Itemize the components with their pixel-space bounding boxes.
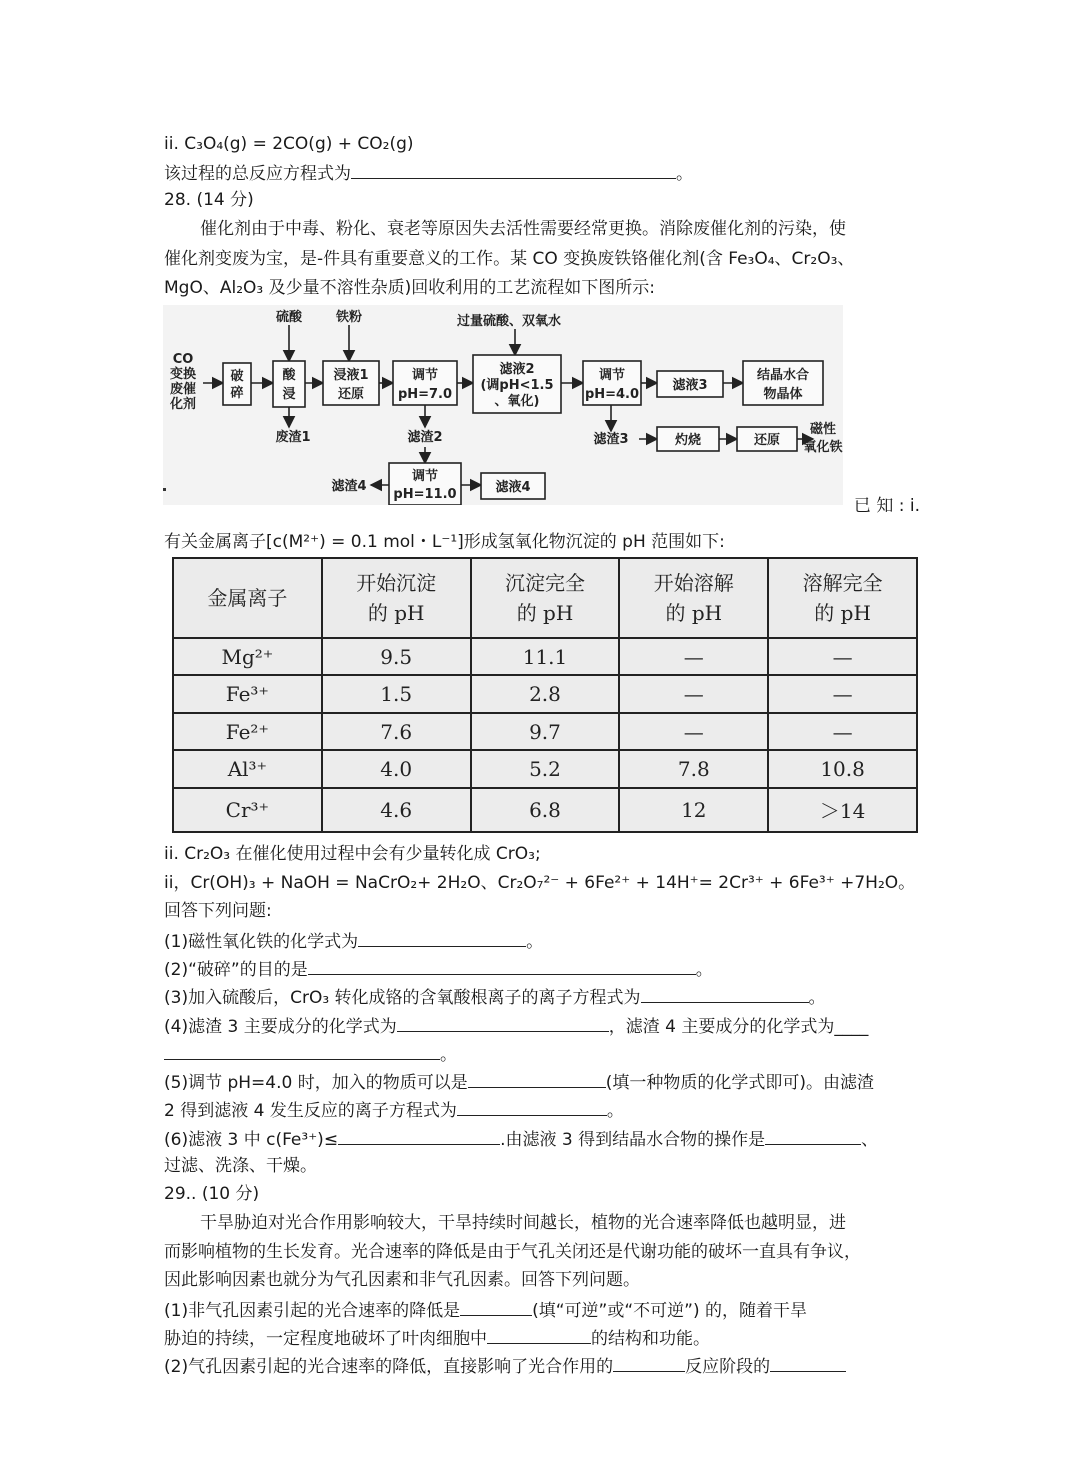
q29-2a-text: (2)气孔因素引起的光合速率的降低，直接影响了光合作用的 xyxy=(164,1357,614,1377)
q29-paragraph-3: 因此影响因素也就分为气孔因素和非气孔因素。回答下列问题。 xyxy=(164,1270,640,1290)
equation-ii: ii. C₃O₄(g) = 2CO(g) + CO₂(g) xyxy=(164,134,414,154)
note-ii: ii. Cr₂O₃ 在催化使用过程中会有少量转化成 CrO₃; xyxy=(164,844,541,864)
table-row xyxy=(173,713,917,750)
calcine-label: 灼烧 xyxy=(674,433,702,448)
cell-value: — xyxy=(768,638,917,675)
period: 。 xyxy=(606,1101,624,1121)
period: 。 xyxy=(695,960,713,980)
answer-blank[interactable] xyxy=(460,1297,532,1316)
q4a-text: (4)滤渣 3 主要成分的化学式为 xyxy=(164,1017,397,1037)
q29-2b-text: 反应阶段的 xyxy=(685,1357,771,1377)
answer-blank[interactable] xyxy=(308,956,696,975)
cell-value: — xyxy=(619,675,768,712)
header-metal-ion: 金属离子 xyxy=(173,558,322,638)
cell-value: — xyxy=(619,713,768,750)
question-6-cont: 过滤、洗涤、干燥。 xyxy=(164,1156,317,1176)
adjust-ph7-label-1: 调节 xyxy=(411,368,439,383)
table-row xyxy=(173,675,917,712)
waste1-label: 废渣1 xyxy=(275,430,311,445)
answer-blank[interactable] xyxy=(351,160,676,179)
reduce-label: 还原 xyxy=(753,433,781,448)
ph-range-table xyxy=(172,557,918,833)
q29-question-1-cont xyxy=(164,1325,710,1351)
cell-value: 4.6 xyxy=(322,788,471,832)
crystal-label-1: 结晶水合 xyxy=(756,368,810,383)
cell-value: ＞14 xyxy=(768,788,917,832)
cell-value: 12 xyxy=(619,788,768,832)
table-intro: 有关金属离子[c(M²⁺) = 0.1 mol・L⁻¹]形成氢氧化物沉淀的 pH 范围如下: xyxy=(164,532,725,552)
cell-value: 1.5 xyxy=(322,675,471,712)
cell-value: 7.6 xyxy=(322,713,471,750)
excess-reagents-label: 过量硫酸、双氧水 xyxy=(456,314,562,329)
cell-value: — xyxy=(768,675,917,712)
question-5 xyxy=(164,1069,874,1095)
adjust-ph11-label-2: pH=11.0 xyxy=(393,487,457,502)
crush-label-1: 破 xyxy=(230,369,244,384)
period: 。 xyxy=(440,1045,457,1065)
answer-prompt: 回答下列问题: xyxy=(164,901,272,921)
q28-paragraph-3: MgO、Al₂O₃ 及少量不溶性杂质)回收利用的工艺流程如下图所示: xyxy=(164,278,655,298)
flow-start-1: CO xyxy=(172,352,194,367)
q29-1a-text: (1)非气孔因素引起的光合速率的降低是 xyxy=(164,1301,461,1321)
q1-text: (1)磁性氧化铁的化学式为 xyxy=(164,932,359,952)
answer-blank[interactable] xyxy=(397,1013,609,1032)
period: 。 xyxy=(808,988,826,1008)
q4b-text: ，滤渣 4 主要成分的化学式为 xyxy=(608,1017,835,1037)
q29-question-2 xyxy=(164,1353,846,1379)
q29-1d-text: 的结构和功能。 xyxy=(591,1329,710,1349)
acid-leach-label-2: 浸 xyxy=(282,387,296,402)
crystal-label-2: 物晶体 xyxy=(763,387,803,402)
question-2 xyxy=(164,956,713,982)
cell-value: 9.7 xyxy=(471,713,620,750)
adjust-ph11-label-1: 调节 xyxy=(411,469,439,484)
answer-blank[interactable] xyxy=(765,1126,861,1145)
cell-value: — xyxy=(768,713,917,750)
table-row xyxy=(173,788,917,832)
question-4-cont xyxy=(164,1041,457,1067)
period: 。 xyxy=(676,164,693,184)
q6a-text: (6)滤液 3 中 c(Fe³⁺)≤ xyxy=(164,1130,339,1150)
q5b-text: (填一种物质的化学式即可)。由滤渣 xyxy=(605,1073,875,1093)
q29-paragraph-1: 干旱胁迫对光合作用影响较大，干旱持续时间越长，植物的光合速率降低也越明显，进 xyxy=(200,1213,846,1233)
q5a-text: (5)调节 pH=4.0 时，加入的物质可以是 xyxy=(164,1073,468,1093)
cell-value: 11.1 xyxy=(471,638,620,675)
acid-leach-label-1: 酸 xyxy=(282,368,296,383)
period: 。 xyxy=(526,932,544,952)
residue3-label: 滤渣3 xyxy=(593,432,629,447)
header-complete-precip: 沉淀完全 的 pH xyxy=(471,558,620,638)
total-reaction-text: 该过程的总反应方程式为 xyxy=(164,164,351,184)
cell-value: — xyxy=(619,638,768,675)
table-row xyxy=(173,750,917,787)
question-1 xyxy=(164,928,543,954)
filtrate2-label-2: (调pH<1.5 xyxy=(480,378,554,393)
answer-blank[interactable] xyxy=(457,1097,607,1116)
adjust-ph4-label-2: pH=4.0 xyxy=(584,387,640,402)
leach-reduce-label-2: 还原 xyxy=(337,387,365,402)
filtrate3-label: 滤液3 xyxy=(672,378,708,393)
cell-value: 6.8 xyxy=(471,788,620,832)
question-28-header: 28. (14 分) xyxy=(164,190,254,210)
cell-value: 5.2 xyxy=(471,750,620,787)
cell-value: 4.0 xyxy=(322,750,471,787)
q28-paragraph-2: 催化剂变废为宝，是-件具有重要意义的工作。某 CO 变换废铁铬催化剂(含 Fe₃O₄、Cr₂O₃、 xyxy=(164,249,855,269)
q29-1c-text: 胁迫的持续，一定程度地破坏了叶肉细胞中 xyxy=(164,1329,487,1349)
q2-text: (2)“破碎”的目的是 xyxy=(164,960,308,980)
adjust-ph4-label-1: 调节 xyxy=(598,368,626,383)
note-iii: ii，Cr(OH)₃ + NaOH = NaCrO₂+ 2H₂O、Cr₂O₇²⁻ + 6Fe²⁺ + 14H⁺= 2Cr³⁺ + 6Fe³⁺ +7H₂O。 xyxy=(164,873,916,893)
question-29-header: 29.. (10 分) xyxy=(164,1184,260,1204)
q29-question-1 xyxy=(164,1297,807,1323)
flow-start-3: 废催 xyxy=(169,382,197,397)
iron-powder-label: 铁粉 xyxy=(335,310,363,325)
stray-dot xyxy=(163,488,166,491)
cell-ion: Cr³⁺ xyxy=(173,788,322,832)
answer-blank[interactable] xyxy=(487,1325,591,1344)
answer-blank[interactable] xyxy=(613,1353,685,1372)
answer-blank[interactable] xyxy=(641,984,809,1003)
crush-label-2: 碎 xyxy=(230,386,244,401)
cell-value: 9.5 xyxy=(322,638,471,675)
adjust-ph7-label-2: pH=7.0 xyxy=(397,387,453,402)
cell-value: 2.8 xyxy=(471,675,620,712)
header-complete-dissolve: 溶解完全 的 pH xyxy=(768,558,917,638)
comma: 、 xyxy=(861,1130,879,1150)
process-flow-diagram xyxy=(163,305,843,505)
known-i: 已 知 : i. xyxy=(853,496,920,516)
q28-paragraph-1: 催化剂由于中毒、粉化、衰老等原因失去活性需要经常更换。消除废催化剂的污染，使 xyxy=(200,219,846,239)
cell-value: 10.8 xyxy=(768,750,917,787)
q29-1b-text: (填“可逆”或“不可逆”) 的，随着干旱 xyxy=(532,1301,807,1321)
answer-blank[interactable] xyxy=(338,1126,500,1145)
magnetic-label-1: 磁性 xyxy=(809,422,837,437)
header-start-dissolve: 开始溶解 的 pH xyxy=(619,558,768,638)
question-4 xyxy=(164,1013,868,1039)
cell-ion: Fe³⁺ xyxy=(173,675,322,712)
residue2-label: 滤渣2 xyxy=(407,430,443,445)
answer-blank[interactable] xyxy=(164,1041,440,1060)
question-6 xyxy=(164,1126,878,1152)
q3-text: (3)加入硫酸后，CrO₃ 转化成铬的含氧酸根离子的离子方程式为 xyxy=(164,988,641,1008)
underscore-tail: ____ xyxy=(834,1017,869,1037)
table-header-row xyxy=(173,558,917,638)
flow-start-4: 化剂 xyxy=(169,397,197,412)
q6b-text: .由滤液 3 得到结晶水合物的操作是 xyxy=(500,1130,766,1150)
table-row xyxy=(173,638,917,675)
residue4-label: 滤渣4 xyxy=(331,479,367,494)
total-reaction-line xyxy=(164,160,693,186)
cell-ion: Mg²⁺ xyxy=(173,638,322,675)
flow-start-2: 变换 xyxy=(169,367,197,382)
question-3 xyxy=(164,984,826,1010)
header-start-precip: 开始沉淀 的 pH xyxy=(322,558,471,638)
cell-value: 7.8 xyxy=(619,750,768,787)
filtrate4-label: 滤液4 xyxy=(495,480,531,495)
answer-blank[interactable] xyxy=(468,1069,606,1088)
filtrate2-label-1: 滤液2 xyxy=(499,362,535,377)
question-5-cont xyxy=(164,1097,624,1123)
magnetic-label-2: 氧化铁 xyxy=(803,440,843,455)
filtrate2-label-3: 、氧化) xyxy=(494,394,540,409)
sulfuric-acid-label: 硫酸 xyxy=(275,310,303,325)
q5c-text: 2 得到滤液 4 发生反应的离子方程式为 xyxy=(164,1101,457,1121)
leach-reduce-label-1: 浸液1 xyxy=(333,368,369,383)
answer-blank[interactable] xyxy=(770,1353,846,1372)
answer-blank[interactable] xyxy=(358,928,526,947)
cell-ion: Al³⁺ xyxy=(173,750,322,787)
cell-ion: Fe²⁺ xyxy=(173,713,322,750)
q29-paragraph-2: 而影响植物的生长发育。光合速率的降低是由于气孔关闭还是代谢功能的破坏一直具有争议， xyxy=(164,1242,861,1262)
